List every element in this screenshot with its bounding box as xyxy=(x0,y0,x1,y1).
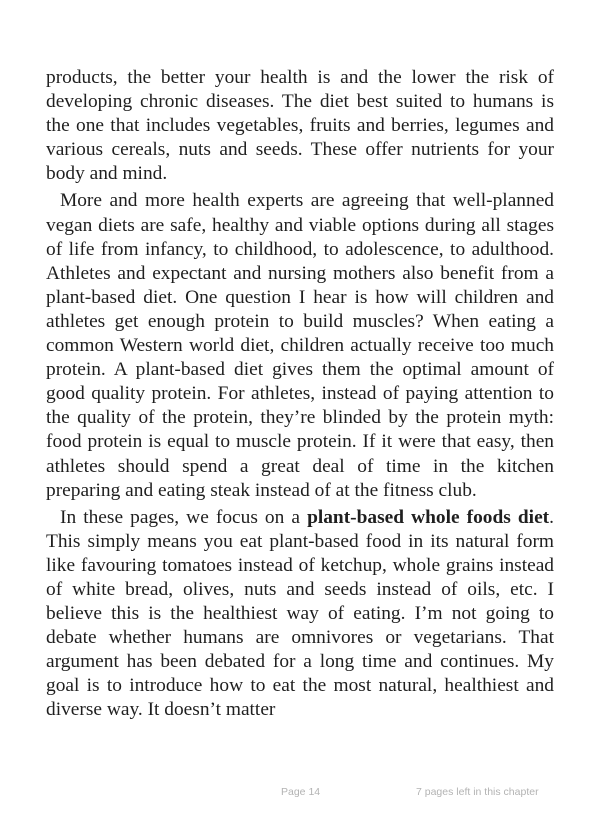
page-text xyxy=(46,66,554,723)
paragraph-2: More and more health experts are agreeing that well-planned vegan diets are safe, healthy and viable options during all stages of life from infancy, to childhood, to adolescence, to adulthood. Athletes and expectant and nursing mothers also benefit from a plant-based diet. One question I hear is how will children and athletes get enough protein to build muscles? When eating a common Western world diet, children actually receive too much protein. A plant-based diet gives them the optimal amount of good quality protein. For athletes, instead of paying attention to the quality of the protein, they’re blinded by the protein myth: food protein is equal to muscle protein. If it were that easy, then athletes should spend a great deal of time in the kitchen preparing and eating steak instead of at the fitness club. xyxy=(46,190,554,501)
paragraph-3-rest: . This simply means you eat plant-based food in its natural form like favouring tomatoes instead of ketchup, whole grains instead of white bread, olives, nuts and seeds instead of oils, etc. I believe this is the healthiest way of eating. I’m not going to debate whether humans are omnivores or vegetarians. That argument has been debated for a long time and continues. My goal is to introduce how to eat the most natural, healthiest and diverse way. It doesn’t matter xyxy=(46,506,554,721)
paragraph-3-start: In these pages, we focus on a xyxy=(60,506,308,528)
pages-left-in-chapter: 7 pages left in this chapter xyxy=(416,786,539,798)
bold-term: plant-based whole foods diet xyxy=(307,506,550,528)
paragraph-3 xyxy=(46,506,554,723)
paragraph-1: products, the better your health is and the lower the risk of developing chronic diseases. The diet best suited to humans is the one that includes vegetables, fruits and berries, legumes and various cereals, nuts and seeds. These offer nutrients for your body and mind. xyxy=(46,67,554,185)
page-number: Page 14 xyxy=(281,786,321,798)
